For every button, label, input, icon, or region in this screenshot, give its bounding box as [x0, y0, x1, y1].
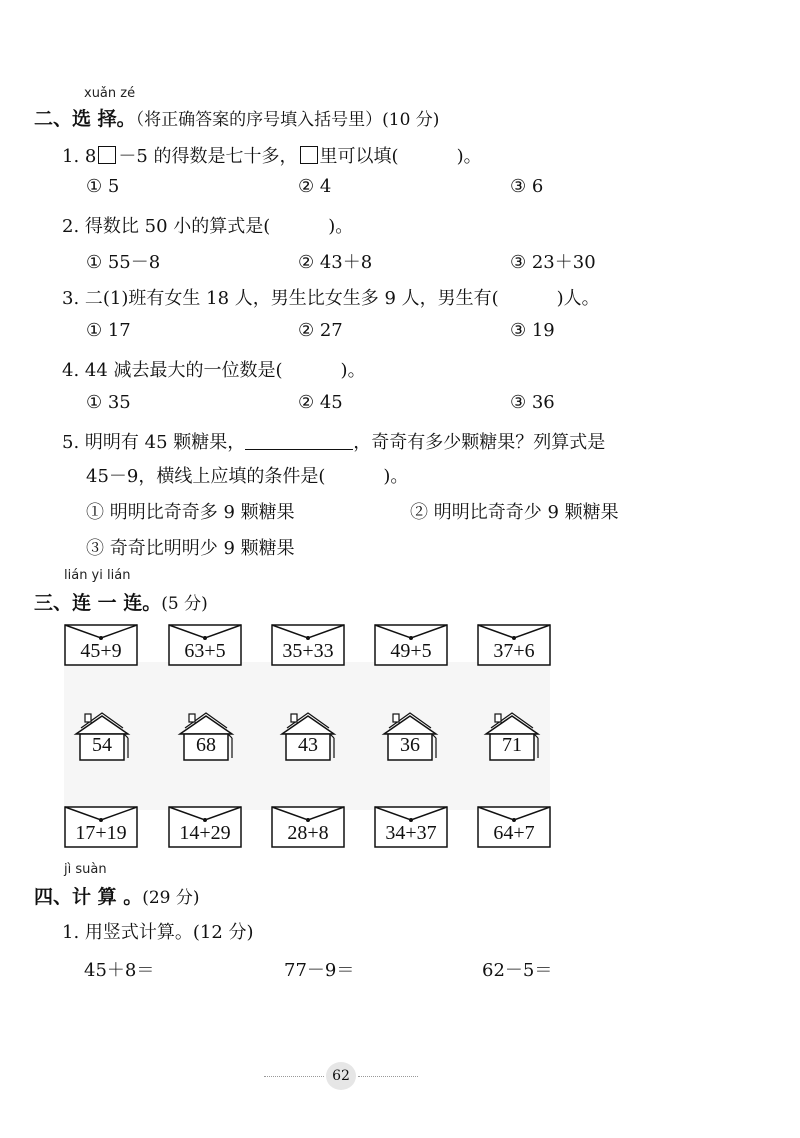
- house-card[interactable]: [72, 712, 132, 762]
- question-1: [62, 142, 482, 168]
- house-card[interactable]: [482, 712, 542, 762]
- house-number: 43: [298, 734, 318, 756]
- house-card[interactable]: [380, 712, 440, 762]
- question-5-line-2: [86, 462, 408, 488]
- section4-title: 四、计 算 。: [34, 886, 143, 908]
- envelope-card[interactable]: [168, 806, 242, 848]
- envelope-expression: 49+5: [390, 640, 432, 662]
- q1-text-start: 1. 8: [62, 146, 97, 167]
- q4-option-2: ② 45: [298, 392, 343, 413]
- q2-close: )。: [328, 216, 354, 237]
- house-card[interactable]: [278, 712, 338, 762]
- envelope-card[interactable]: [374, 806, 448, 848]
- q5-option-1: ① 明明比奇奇多 9 颗糖果: [86, 502, 295, 523]
- section2-instructions: （将正确答案的序号填入括号里）(10 分): [135, 110, 440, 130]
- envelope-card[interactable]: [64, 806, 138, 848]
- page-number: 62: [326, 1062, 356, 1090]
- footer-divider-right: [358, 1076, 418, 1077]
- house-number: 68: [196, 734, 216, 756]
- house-number: 36: [400, 734, 420, 756]
- envelope-card[interactable]: [374, 624, 448, 666]
- q2-option-1: ① 55－8: [86, 252, 161, 273]
- q3-option-3: ③ 19: [510, 320, 555, 341]
- answer-box: [98, 146, 116, 164]
- footer-divider-left: [264, 1076, 324, 1077]
- section4-score: (29 分): [142, 888, 200, 908]
- envelope-card[interactable]: [477, 624, 551, 666]
- section2-heading: [34, 104, 439, 131]
- envelope-card[interactable]: [168, 624, 242, 666]
- q5-close: )。: [383, 466, 409, 487]
- section3-pinyin: lián yi lián: [64, 568, 131, 583]
- q5-option-2: ② 明明比奇奇少 9 颗糖果: [410, 502, 619, 523]
- question-2: [62, 212, 353, 238]
- section4-q1-title: 1. 用竖式计算。(12 分): [62, 922, 254, 943]
- q2-option-2: ② 43＋8: [298, 252, 373, 273]
- q1-close: )。: [456, 146, 482, 167]
- q5-option-3: ③ 奇奇比明明少 9 颗糖果: [86, 538, 295, 559]
- q5-text-start: 5. 明明有 45 颗糖果，: [62, 432, 246, 453]
- section3-title: 三、连 一 连。: [34, 592, 162, 614]
- q5-line2-text: 45－9，横线上应填的条件是(: [86, 466, 326, 487]
- envelope-expression: 37+6: [493, 640, 535, 662]
- q3-text: 3. 二(1)班有女生 18 人，男生比女生多 9 人，男生有(: [62, 288, 499, 309]
- calc-problem: 62－5＝: [482, 960, 553, 981]
- envelope-card[interactable]: [64, 624, 138, 666]
- q4-option-1: ① 35: [86, 392, 131, 413]
- house-card[interactable]: [176, 712, 236, 762]
- question-5: [62, 428, 605, 454]
- q4-text: 4. 44 减去最大的一位数是(: [62, 360, 283, 381]
- answer-box: [300, 146, 318, 164]
- envelope-card[interactable]: [477, 806, 551, 848]
- envelope-card[interactable]: [271, 806, 345, 848]
- envelope-expression: 63+5: [184, 640, 226, 662]
- q1-option-3: ③ 6: [510, 176, 544, 197]
- q2-option-3: ③ 23＋30: [510, 252, 596, 273]
- q4-option-3: ③ 36: [510, 392, 555, 413]
- envelope-expression: 28+8: [287, 822, 329, 844]
- envelope-expression: 14+29: [179, 822, 231, 844]
- section4-pinyin: jì suàn: [64, 862, 107, 877]
- calc-problem: 45＋8＝: [84, 960, 155, 981]
- q2-text: 2. 得数比 50 小的算式是(: [62, 216, 271, 237]
- envelope-expression: 35+33: [282, 640, 334, 662]
- envelope-card[interactable]: [271, 624, 345, 666]
- answer-underline-blank[interactable]: [245, 433, 353, 450]
- q1-text-end: 里可以填(: [319, 146, 399, 167]
- question-3: [62, 284, 600, 310]
- envelope-expression: 45+9: [80, 640, 122, 662]
- envelope-expression: 34+37: [385, 822, 437, 844]
- q3-option-1: ① 17: [86, 320, 131, 341]
- q4-close: )。: [340, 360, 366, 381]
- envelope-expression: 64+7: [493, 822, 535, 844]
- section2-pinyin: xuǎn zé: [84, 86, 136, 101]
- section2-title: 二、选 择。: [34, 108, 136, 130]
- envelope-expression: 17+19: [75, 822, 127, 844]
- q1-option-2: ② 4: [298, 176, 332, 197]
- question-4: [62, 356, 366, 382]
- house-number: 54: [92, 734, 112, 756]
- q5-text-end: ，奇奇有多少颗糖果？列算式是: [353, 432, 606, 453]
- section4-heading: [34, 882, 200, 909]
- q1-text-middle: －5 的得数是七十多，: [118, 146, 298, 167]
- section3-score: (5 分): [161, 594, 208, 614]
- q1-option-1: ① 5: [86, 176, 120, 197]
- q3-option-2: ② 27: [298, 320, 343, 341]
- section3-heading: [34, 588, 208, 615]
- calc-problem: 77－9＝: [284, 960, 355, 981]
- house-number: 71: [502, 734, 522, 756]
- q3-close: )人。: [556, 288, 600, 309]
